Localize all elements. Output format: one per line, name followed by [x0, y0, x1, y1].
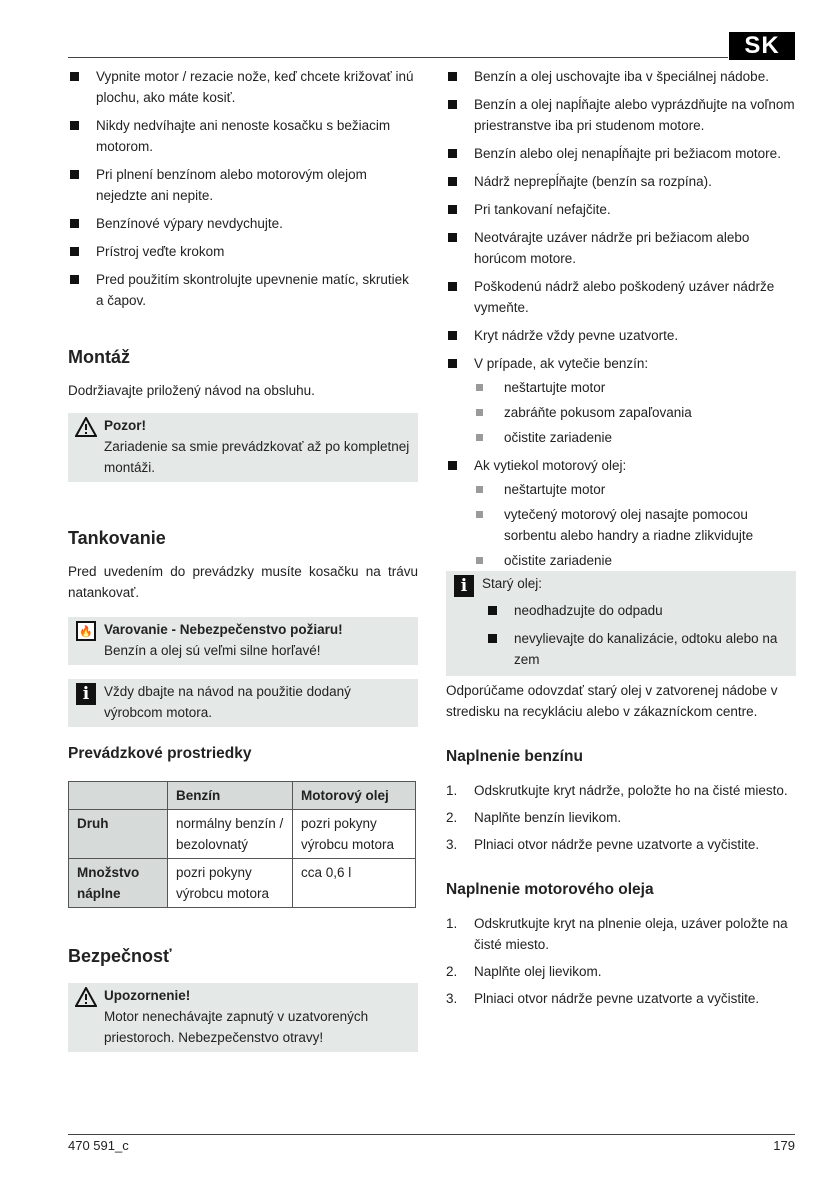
- list-item: Poškodenú nádrž alebo poškodený uzáver nádrže vymeňte.: [446, 276, 796, 318]
- list-item: Pred použitím skontrolujte upevnenie matíc, skrutiek a čapov.: [68, 269, 418, 311]
- table-cell: normálny benzín / bezolovnatý: [168, 810, 293, 859]
- list-item: Benzínové výpary nevdychujte.: [68, 213, 418, 234]
- header-rule: [68, 57, 728, 58]
- warning-triangle-icon: [75, 987, 97, 1052]
- step-item: 3. Plniaci otvor nádrže pevne uzatvorte a vyčistite.: [446, 837, 760, 852]
- language-badge: SK: [729, 32, 795, 60]
- list-item: Nádrž neprepĺňajte (benzín sa rozpína).: [446, 171, 796, 192]
- list-item: [446, 455, 796, 571]
- spill-benzin-sublist: [474, 377, 796, 448]
- caution-box: [68, 413, 418, 482]
- benzin-heading: Naplnenie benzínu: [446, 748, 583, 765]
- table-cell: cca 0,6 l: [293, 859, 416, 908]
- table-cell: Množstvo náplne: [69, 859, 168, 908]
- notice-text: Motor nenechávajte zapnutý v uzatvorených priestoroch. Nebezpečenstvo otravy!: [104, 1009, 369, 1045]
- tankovanie-text: Pred uvedením do prevádzky musíte kosačku na trávu natankovať.: [68, 564, 418, 600]
- right-column: [446, 66, 796, 1015]
- safety-bullet-list: [446, 66, 796, 571]
- prostriedky-heading: Prevádzkové prostriedky: [68, 745, 252, 762]
- table-header-cell: [69, 782, 168, 810]
- document-id: 470 591_c: [68, 1138, 129, 1153]
- list-item: nevylievajte do kanalizácie, odtoku alebo na zem: [486, 628, 782, 670]
- sublist-item: zabráňte pokusom zapaľovania: [474, 402, 796, 423]
- old-oil-info-box: [446, 571, 796, 676]
- fire-warning-text: Benzín a olej sú veľmi silne horľavé!: [104, 643, 321, 658]
- list-item: Nikdy nedvíhajte ani nenoste kosačku s bežiacim motorom.: [68, 115, 418, 157]
- table-header-row: [69, 782, 416, 810]
- old-oil-list: [486, 600, 782, 670]
- olej-steps: [446, 913, 796, 1009]
- list-item: Neotvárajte uzáver nádrže pri bežiacom alebo horúcom motore.: [446, 227, 796, 269]
- warning-triangle-icon: [75, 417, 97, 482]
- step-item: 3. Plniaci otvor nádrže pevne uzatvorte a vyčistite.: [446, 991, 760, 1006]
- fire-warning-title: Varovanie - Nebezpečenstvo požiaru!: [104, 622, 343, 637]
- info-text: Vždy dbajte na návod na použitie dodaný výrobcom motora.: [104, 684, 351, 720]
- info-icon: i: [76, 683, 96, 705]
- notice-box: [68, 983, 418, 1052]
- list-item: Prístroj veďte krokom: [68, 241, 418, 262]
- operating-fluids-table: [68, 781, 416, 908]
- sublist-item: neštartujte motor: [474, 377, 796, 398]
- notice-title: Upozornenie!: [104, 988, 191, 1003]
- list-item: [446, 353, 796, 448]
- left-column: [68, 66, 418, 1052]
- sublist-item: očistite zariadenie: [474, 550, 796, 571]
- info-icon: i: [454, 575, 474, 597]
- montaz-heading: Montáž: [68, 347, 130, 367]
- list-item: neodhadzujte do odpadu: [486, 600, 782, 621]
- sublist-item: neštartujte motor: [474, 479, 796, 500]
- list-item: Pri plnení benzínom alebo motorovým olejom nejedzte ani nepite.: [68, 164, 418, 206]
- info-box: [68, 679, 418, 727]
- recycle-text: Odporúčame odovzdať starý olej v zatvorenej nádobe v stredisku na recykláciu alebo v zákazníckom centre.: [446, 683, 778, 719]
- spill-olej-sublist: [474, 479, 796, 571]
- fire-hazard-icon: 🔥: [76, 621, 96, 641]
- caution-text: Zariadenie sa smie prevádzkovať až po kompletnej montáži.: [104, 439, 410, 475]
- caution-title: Pozor!: [104, 418, 146, 433]
- table-cell: Druh: [69, 810, 168, 859]
- spill-benzin-label: V prípade, ak vytečie benzín:: [474, 356, 649, 371]
- sublist-item: očistite zariadenie: [474, 427, 796, 448]
- table-header-cell: Benzín: [168, 782, 293, 810]
- step-item: 1. Odskrutkujte kryt nádrže, položte ho na čisté miesto.: [446, 783, 788, 798]
- table-cell: pozri pokyny výrobcu motora: [293, 810, 416, 859]
- table-cell: pozri pokyny výrobcu motora: [168, 859, 293, 908]
- list-item: Benzín a olej napĺňajte alebo vyprázdňujte na voľnom priestranstve iba pri studenom motore.: [446, 94, 796, 136]
- page-number: 179: [773, 1138, 795, 1153]
- olej-heading: Naplnenie motorového oleja: [446, 881, 654, 898]
- table-row: [69, 810, 416, 859]
- table-header-cell: Motorový olej: [293, 782, 416, 810]
- list-item: Vypnite motor / rezacie nože, keď chcete križovať inú plochu, ako máte kosiť.: [68, 66, 418, 108]
- spill-olej-label: Ak vytiekol motorový olej:: [474, 458, 627, 473]
- list-item: Pri tankovaní nefajčite.: [446, 199, 796, 220]
- step-item: 2. Naplňte benzín lievikom.: [446, 810, 622, 825]
- old-oil-label: Starý olej:: [482, 576, 543, 591]
- table-row: [69, 859, 416, 908]
- list-item: Benzín alebo olej nenapĺňajte pri bežiacom motore.: [446, 143, 796, 164]
- step-item: 1. Odskrutkujte kryt na plnenie oleja, uzáver položte na čisté miesto.: [446, 916, 788, 952]
- step-item: 2. Naplňte olej lievikom.: [446, 964, 602, 979]
- sublist-item: vytečený motorový olej nasajte pomocou sorbentu alebo handry a riadne zlikvidujte: [474, 504, 796, 546]
- fire-warning-box: [68, 617, 418, 665]
- bezpecnost-heading: Bezpečnosť: [68, 946, 172, 966]
- tankovanie-heading: Tankovanie: [68, 528, 166, 548]
- list-item: Benzín a olej uschovajte iba v špeciálnej nádobe.: [446, 66, 796, 87]
- footer-rule: [68, 1134, 795, 1135]
- benzin-steps: [446, 780, 796, 855]
- montaz-text: Dodržiavajte priložený návod na obsluhu.: [68, 383, 315, 398]
- list-item: Kryt nádrže vždy pevne uzatvorte.: [446, 325, 796, 346]
- intro-bullet-list: [68, 66, 418, 311]
